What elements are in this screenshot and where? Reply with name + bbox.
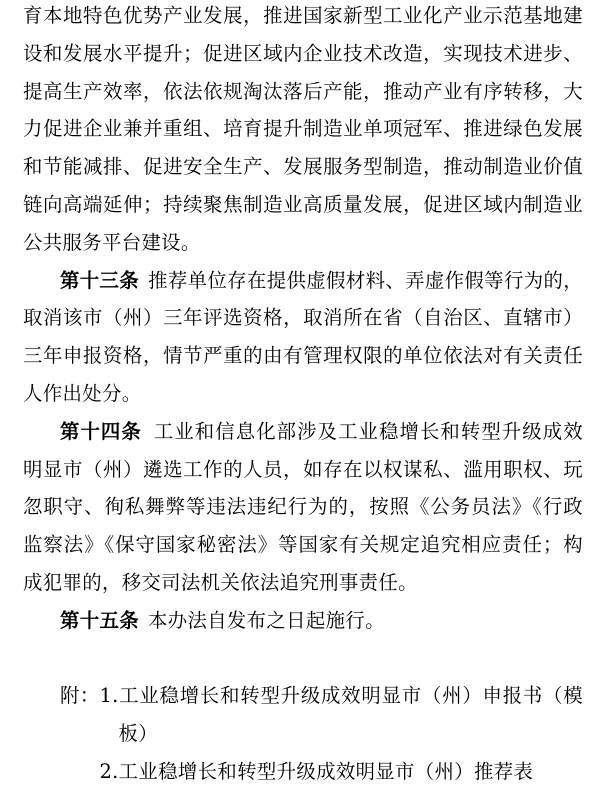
article-13-text: 推荐单位存在提供虚假材料、弄虚作假等行为的，取消该市（州）三年评选资格，取消所在省（自治区、直辖市）三年申报资格，情节严重的由有管理权限的单位依法对有关责任人作出处分。 [23, 268, 584, 405]
attachment-item-2: 2.工业稳增长和转型升级成效明显市（州）推荐表 [99, 759, 534, 783]
article-15-number: 第十五条 [60, 608, 139, 632]
attachments-block [60, 677, 583, 790]
attachments-list [99, 677, 583, 790]
article-13-paragraph [23, 262, 583, 413]
article-13-number: 第十三条 [60, 268, 140, 292]
body-paragraph-continuation [23, 0, 583, 262]
article-14-number: 第十四条 [60, 419, 142, 443]
attachment-item-1: 1.工业稳增长和转型升级成效明显市（州）申报书（模板） [99, 684, 583, 746]
article-15-paragraph [23, 602, 583, 640]
article-14-text: 工业和信息化部涉及工业稳增长和转型升级成效明显市（州）遴选工作的人员，如存在以权谋私、滥用职权、玩忽职守、徇私舞弊等违法违纪行为的，按照《公务员法》《行政监察法》《保守国家秘密法》等国家有关规定追究相应责任；构成犯罪的，移交司法机关依法追究刑事责任。 [23, 419, 583, 594]
blank-line-spacer [23, 640, 583, 678]
article-15-text: 本办法自发布之日起施行。 [147, 608, 385, 632]
article-14-paragraph [23, 413, 583, 602]
attachments-label: 附： [60, 684, 100, 708]
paragraph-text: 育本地特色优势产业发展，推进国家新型工业化产业示范基地建设和发展水平提升；促进区域内企业技术改造，实现技术进步、提高生产效率，依法依规淘汰落后产能，推动产业有序转移，大力促进企业兼并重组、培育提升制造业单项冠军、推进绿色发展和节能减排、促进安全生产、发展服务型制造，推动制造业价值链向高端延伸；持续聚焦制造业高质量发展，促进区域内制造业公共服务平台建设。 [23, 4, 583, 254]
